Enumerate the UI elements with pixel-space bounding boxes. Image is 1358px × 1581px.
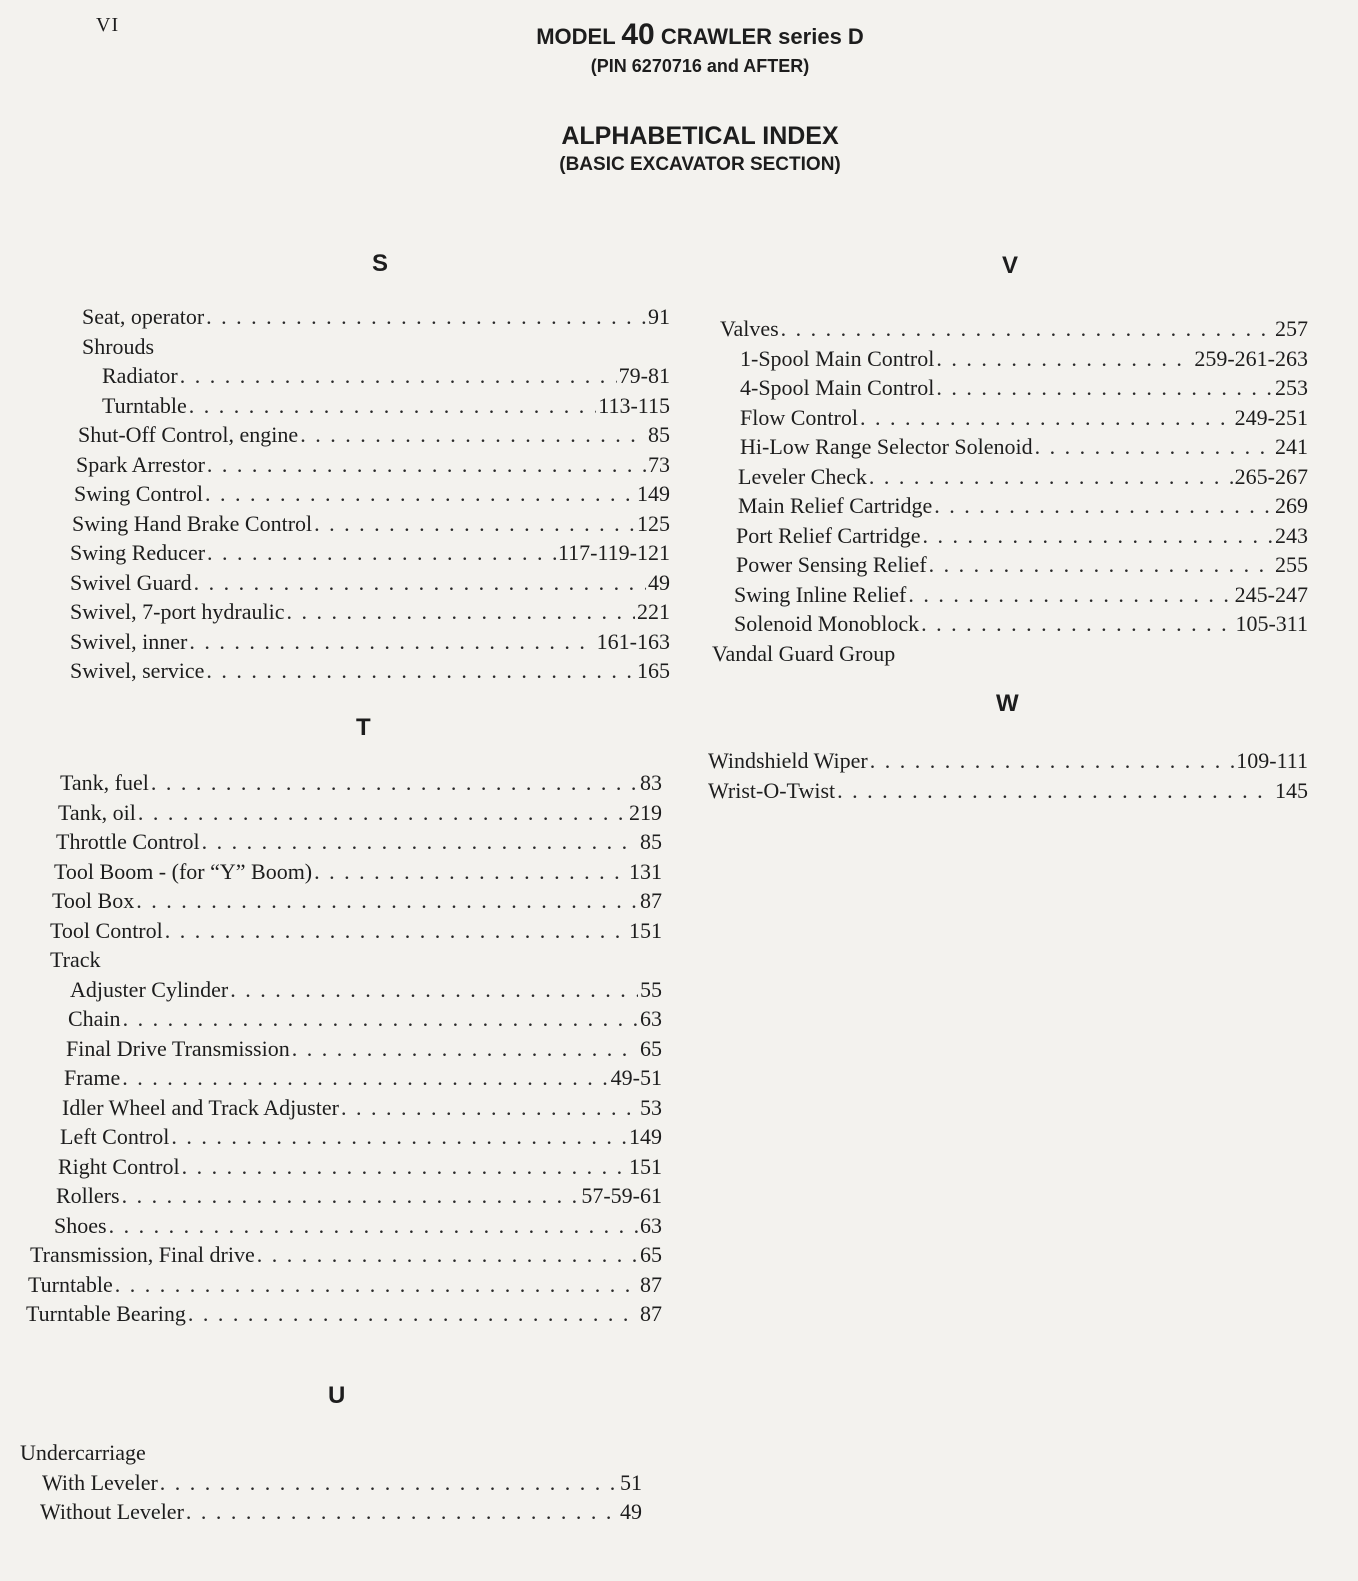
entry-label: 1-Spool Main Control — [740, 345, 935, 371]
model-suffix: CRAWLER series D — [660, 24, 864, 49]
dot-leader — [869, 464, 1233, 490]
index-entry — [70, 658, 670, 688]
index-entry — [30, 1242, 662, 1272]
entry-label: Swing Inline Relief — [734, 581, 907, 607]
entry-label: Seat, operator — [82, 304, 205, 329]
index-entry — [70, 393, 670, 423]
section-v-list — [712, 316, 1308, 670]
entry-label: Swing Reducer — [70, 540, 206, 565]
index-entry — [70, 511, 670, 541]
dot-leader — [151, 770, 638, 796]
section-letter-s: S — [372, 250, 389, 277]
dot-leader — [182, 1154, 627, 1180]
entry-page: 79-81 — [618, 363, 670, 388]
entry-label: Flow Control — [740, 404, 858, 430]
entry-page: 87 — [640, 1271, 662, 1297]
index-entry — [712, 346, 1308, 376]
dot-leader — [908, 582, 1232, 608]
entry-label: Left Control — [60, 1124, 170, 1149]
section-letter-v: V — [1002, 252, 1019, 279]
index-entry — [70, 481, 670, 511]
index-entry — [70, 422, 670, 452]
entry-label: Right Control — [58, 1153, 180, 1179]
section-s-list — [70, 304, 670, 688]
entry-page: 63 — [640, 1212, 662, 1238]
entry-page: 57-59-61 — [581, 1183, 662, 1208]
entry-label: With Leveler — [42, 1469, 158, 1495]
dot-leader — [136, 888, 638, 914]
entry-page: 65 — [640, 1035, 662, 1061]
entry-label: Tool Box — [52, 888, 135, 913]
section-u-list — [20, 1440, 642, 1529]
dot-leader — [202, 829, 638, 855]
index-entry — [50, 829, 662, 859]
dot-leader — [165, 918, 627, 944]
entry-label: Solenoid Monoblock — [734, 611, 920, 636]
entry-page: 165 — [637, 658, 670, 683]
dot-leader — [929, 552, 1273, 578]
index-entry — [50, 918, 662, 948]
dot-leader — [207, 540, 556, 566]
entry-page: 65 — [640, 1242, 662, 1267]
dot-leader — [109, 1213, 638, 1239]
section-t-list — [26, 770, 662, 1331]
entry-page: 257 — [1275, 316, 1308, 341]
entry-page: 49-51 — [610, 1065, 662, 1090]
entry-page: 73 — [648, 451, 670, 477]
dot-leader — [122, 1065, 608, 1091]
index-entry — [20, 1499, 642, 1529]
dot-leader — [923, 523, 1273, 549]
dot-leader — [870, 748, 1235, 774]
entry-page: 85 — [648, 422, 670, 447]
entry-page: 145 — [1275, 777, 1308, 803]
entry-label: Radiator — [102, 363, 178, 388]
entry-label: Main Relief Cartridge — [738, 493, 933, 518]
entry-page: 255 — [1275, 552, 1308, 577]
dot-leader — [286, 599, 635, 625]
entry-label: Spark Arrestor — [76, 451, 205, 477]
entry-label: Swivel, service — [70, 658, 205, 683]
index-entry — [712, 493, 1308, 523]
entry-label: Tank, fuel — [60, 770, 149, 795]
entry-label: Port Relief Cartridge — [736, 522, 921, 548]
index-entry — [50, 1154, 662, 1184]
entry-label: Power Sensing Relief — [736, 552, 927, 577]
entry-page: 113-115 — [598, 392, 670, 418]
dot-leader — [341, 1095, 638, 1121]
entry-page: 125 — [637, 510, 670, 536]
dot-leader — [205, 481, 635, 507]
entry-page: 109-111 — [1236, 748, 1308, 773]
index-entry — [50, 859, 662, 889]
index-group-heading: Track — [50, 947, 101, 972]
dot-leader — [300, 422, 646, 448]
index-entry — [50, 1036, 662, 1066]
entry-label: Wrist-O-Twist — [708, 777, 836, 803]
index-entry — [50, 1183, 662, 1213]
entry-page: 49 — [648, 569, 670, 595]
entry-page: 259-261-263 — [1194, 345, 1308, 371]
page-number: VI — [96, 14, 120, 36]
dot-leader — [206, 658, 635, 684]
index-entry — [50, 1065, 662, 1095]
entry-label: 4-Spool Main Control — [740, 375, 935, 400]
entry-page: 91 — [648, 304, 670, 329]
entry-page: 53 — [640, 1094, 662, 1120]
index-group-heading: Undercarriage — [20, 1440, 146, 1465]
entry-label: Swivel, inner — [70, 628, 188, 654]
dot-leader — [934, 493, 1273, 519]
entry-label: Throttle Control — [56, 829, 200, 854]
entry-page: 83 — [640, 770, 662, 795]
index-entry — [712, 405, 1308, 435]
entry-page: 87 — [640, 1301, 662, 1326]
dot-leader — [936, 375, 1273, 401]
entry-label: Final Drive Transmission — [66, 1035, 290, 1061]
model-title — [360, 18, 1040, 52]
entry-label: Rollers — [56, 1183, 120, 1208]
index-entry — [50, 1124, 662, 1154]
entry-page: 219 — [629, 799, 662, 825]
entry-page: 149 — [637, 481, 670, 506]
dot-leader — [171, 1124, 627, 1150]
entry-label: Frame — [64, 1065, 121, 1090]
entry-page: 49 — [620, 1499, 642, 1524]
entry-page: 87 — [640, 888, 662, 913]
index-entry — [70, 540, 670, 570]
dot-leader — [314, 859, 627, 885]
entry-page: 265-267 — [1234, 463, 1308, 489]
entry-page: 151 — [629, 917, 662, 943]
entry-label: Idler Wheel and Track Adjuster — [62, 1094, 339, 1120]
entry-label: Turntable — [102, 392, 187, 418]
index-entry — [712, 375, 1308, 405]
entry-page: 105-311 — [1235, 611, 1308, 636]
dot-leader — [180, 363, 617, 389]
index-entry — [50, 888, 662, 918]
index-entry — [712, 552, 1308, 582]
index-entry — [712, 523, 1308, 553]
dot-leader — [194, 570, 646, 596]
entry-label: Leveler Check — [738, 463, 867, 489]
dot-leader — [314, 511, 635, 537]
entry-label: Valves — [720, 316, 779, 341]
entry-label: Tool Boom - (for “Y” Boom) — [54, 858, 313, 884]
entry-label: Shoes — [54, 1212, 107, 1238]
index-title: ALPHABETICAL INDEX — [561, 122, 839, 150]
dot-leader — [837, 778, 1273, 804]
section-letter-t: T — [356, 714, 371, 741]
entry-page: 51 — [620, 1469, 642, 1495]
dot-leader — [860, 405, 1233, 431]
model-number: 40 — [621, 18, 655, 51]
index-entry — [26, 1301, 662, 1331]
entry-page: 221 — [637, 599, 670, 624]
dot-leader — [115, 1272, 638, 1298]
dot-leader — [189, 393, 597, 419]
index-entry — [28, 1272, 662, 1302]
index-entry — [50, 800, 662, 830]
dot-leader — [230, 977, 638, 1003]
index-entry — [70, 452, 670, 482]
entry-page: 131 — [629, 858, 662, 884]
entry-page: 117-119-121 — [557, 540, 670, 565]
entry-page: 63 — [640, 1006, 662, 1031]
index-entry — [712, 464, 1308, 494]
index-entry — [70, 304, 670, 334]
dot-leader — [207, 452, 646, 478]
entry-page: 249-251 — [1234, 404, 1308, 430]
dot-leader — [188, 1301, 638, 1327]
index-entry — [50, 1213, 662, 1243]
entry-label: Swivel Guard — [70, 569, 192, 595]
entry-page: 241 — [1275, 434, 1308, 459]
dot-leader — [781, 316, 1273, 342]
dot-leader — [292, 1036, 638, 1062]
index-entry — [70, 363, 670, 393]
index-group-heading: Shrouds — [82, 333, 155, 359]
entry-page: 149 — [629, 1124, 662, 1149]
entry-label: Shut-Off Control, engine — [78, 422, 299, 447]
index-entry — [50, 977, 662, 1007]
entry-page: 253 — [1275, 375, 1308, 400]
entry-page: 245-247 — [1234, 581, 1308, 607]
model-prefix: MODEL — [536, 24, 616, 49]
dot-leader — [123, 1006, 638, 1032]
dot-leader — [936, 346, 1192, 372]
section-w-list — [708, 748, 1308, 807]
entry-label: Turntable — [28, 1271, 113, 1297]
index-entry — [708, 778, 1308, 808]
section-letter-w: W — [996, 690, 1019, 717]
entry-label: Tank, oil — [58, 799, 136, 825]
dot-leader — [257, 1242, 638, 1268]
index-entry — [50, 1006, 662, 1036]
entry-page: 85 — [640, 829, 662, 854]
dot-leader — [186, 1499, 618, 1525]
index-entry — [70, 599, 670, 629]
dot-leader — [138, 800, 627, 826]
dot-leader — [206, 304, 646, 330]
entry-page: 243 — [1275, 522, 1308, 548]
index-entry — [50, 1095, 662, 1125]
section-letter-u: U — [328, 1382, 346, 1409]
entry-label: Adjuster Cylinder — [70, 976, 229, 1002]
pin-range: (PIN 6270716 and AFTER) — [590, 56, 810, 76]
entry-page: 55 — [640, 976, 662, 1002]
entry-page: 161-163 — [596, 628, 670, 654]
entry-label: Hi-Low Range Selector Solenoid — [740, 434, 1033, 459]
index-entry — [712, 611, 1308, 641]
entry-label: Swivel, 7-port hydraulic — [70, 599, 285, 624]
entry-label: Windshield Wiper — [708, 748, 868, 773]
index-entry — [708, 748, 1308, 778]
index-entry — [712, 582, 1308, 612]
section-subtitle: (BASIC EXCAVATOR SECTION) — [559, 154, 841, 175]
entry-label: Swing Control — [74, 481, 203, 506]
index-group-heading: Vandal Guard Group — [712, 640, 896, 666]
entry-label: Transmission, Final drive — [30, 1242, 255, 1267]
index-entry — [712, 316, 1308, 346]
dot-leader — [921, 611, 1233, 637]
dot-leader — [1035, 434, 1273, 460]
index-entry — [712, 434, 1308, 464]
index-entry — [70, 570, 670, 600]
entry-label: Swing Hand Brake Control — [72, 510, 313, 536]
entry-page: 151 — [629, 1153, 662, 1179]
entry-label: Turntable Bearing — [26, 1301, 186, 1326]
entry-label: Without Leveler — [40, 1499, 184, 1524]
entry-label: Tool Control — [50, 917, 163, 943]
dot-leader — [189, 629, 594, 655]
index-entry — [20, 1470, 642, 1500]
entry-page: 269 — [1275, 493, 1308, 518]
index-entry — [70, 629, 670, 659]
index-entry — [50, 770, 662, 800]
dot-leader — [122, 1183, 580, 1209]
dot-leader — [160, 1470, 618, 1496]
entry-label: Chain — [68, 1006, 121, 1031]
